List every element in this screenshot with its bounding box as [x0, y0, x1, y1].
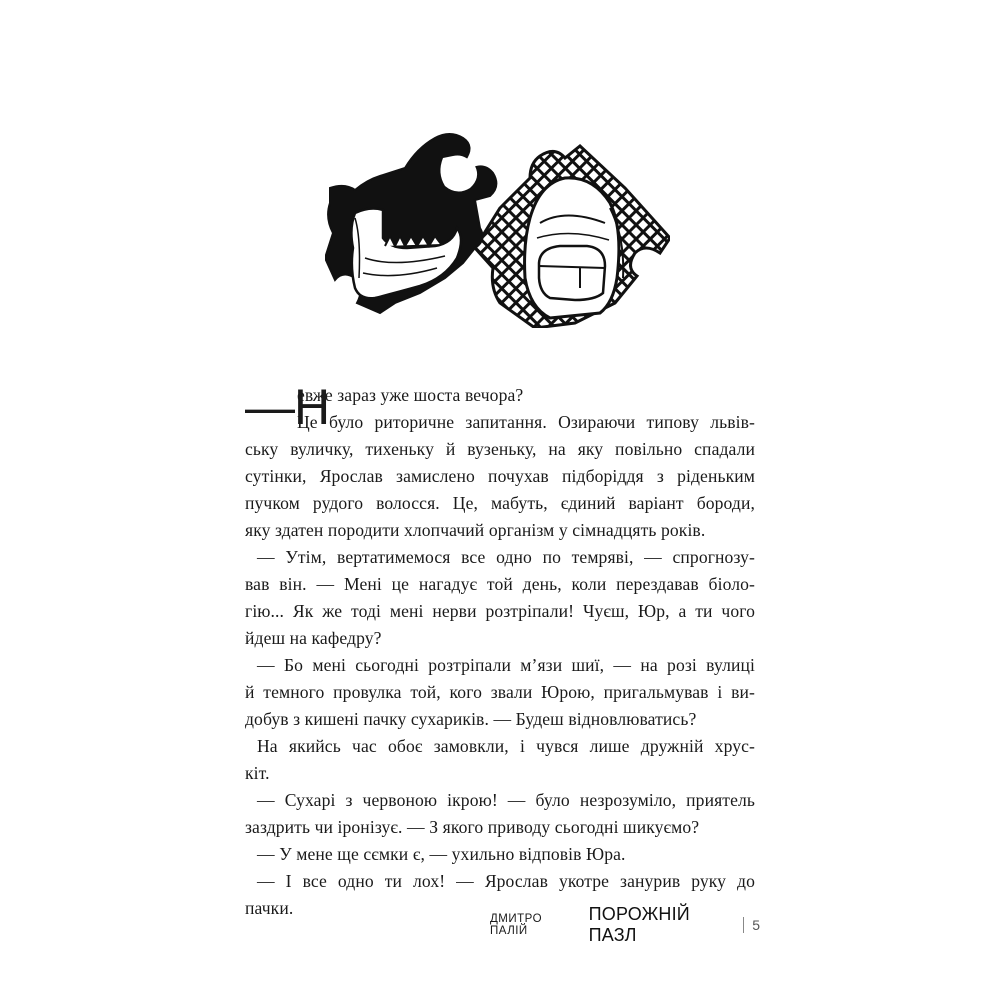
text-line: Це було риторичне запитання. Озираючи типову львів- [297, 412, 755, 432]
opening-paragraph [245, 379, 755, 436]
footer-divider [743, 917, 744, 933]
text-line: — У мене ще сємки є, — ухильно відповів Юра. [257, 844, 626, 864]
drop-cap: —Н [245, 379, 330, 435]
page-footer [490, 904, 760, 945]
text-line: заздрить чи іронізує. — З якого приводу сьогодні шикуємо? [245, 817, 700, 837]
page-number: 5 [752, 917, 760, 933]
text-line: — І все одно ти лох! — Ярослав укотре занурив руку до [257, 871, 755, 891]
text-line: й темного провулка той, кого звали Юрою, пригальмував і ви- [245, 682, 755, 702]
text-line: ську вуличку, тихеньку й вузеньку, на яку повільно спадали [245, 439, 755, 459]
author-name: ДМИТРО ПАЛІЙ [490, 913, 543, 937]
text-line: пучком рудого волосся. Це, мабуть, єдиний варіант бороди, [245, 493, 755, 513]
text-line: — Утім, вертатимемося все одно по темряві, — спрогнозу- [257, 547, 755, 567]
text-line: евже зараз уже шоста вечора? [297, 385, 524, 405]
text-line: — Сухарі з червоною ікрою! — було незрозуміло, приятель [257, 790, 755, 810]
text-line: йдеш на кафедру? [245, 628, 382, 648]
puzzle-illustration [325, 128, 670, 328]
jaw-puzzle-piece-icon [325, 134, 496, 313]
text-line: сутінки, Ярослав замислено почухав підборіддя з ріденьким [245, 466, 755, 486]
text-line: яку здатен породити хлопчачий організм у сімнадцять років. [245, 520, 706, 540]
body-text [245, 379, 755, 922]
text-line: На якийсь час обоє замовкли, і чувся лише дружній хрус- [257, 736, 755, 756]
text-line: пачки. [245, 898, 294, 918]
backpack-puzzle-piece-icon [475, 146, 670, 328]
text-line: вав він. — Мені це нагадує той день, коли перездавав біоло- [245, 574, 755, 594]
book-title: ПОРОЖНІЙ ПАЗЛ [588, 904, 690, 945]
text-line: гію... Як же тоді мені нерви розтріпали! Чуєш, Юр, а ти чого [245, 601, 755, 621]
text-line: добув з кишені пачку сухариків. — Будеш відновлюватись? [245, 709, 697, 729]
text-line: кіт. [245, 763, 270, 783]
text-line: — Бо мені сьогодні розтріпали м’язи шиї, — на розі вулиці [257, 655, 755, 675]
